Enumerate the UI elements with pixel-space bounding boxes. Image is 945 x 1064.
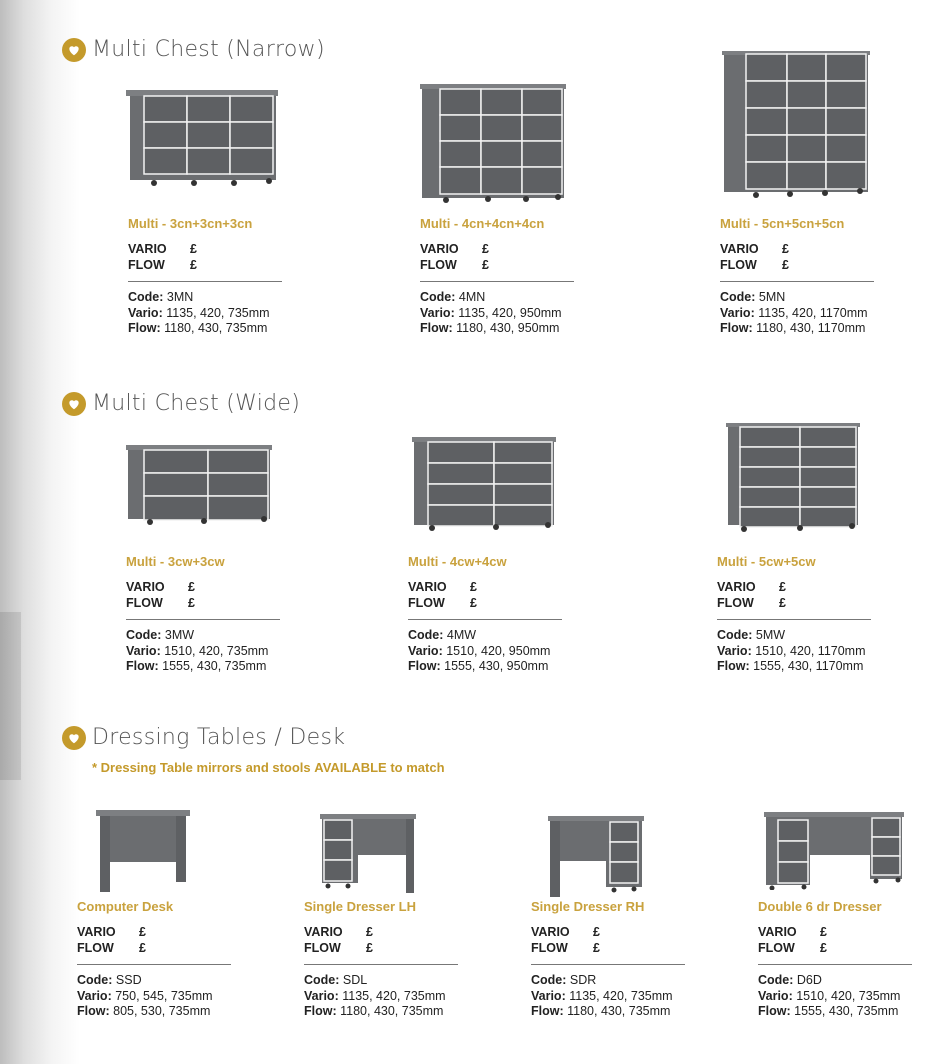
divider xyxy=(77,964,231,965)
product-image-3mn xyxy=(124,88,280,188)
product-name: Multi - 3cn+3cn+3cn xyxy=(128,216,253,231)
product-name: Multi - 4cn+4cn+4cn xyxy=(420,216,545,231)
product-name: Double 6 dr Dresser xyxy=(758,899,882,914)
product-card: Multi - 5cn+5cn+5cn VARIO £ FLOW £ Code: 5MN Vario: 1135, 420, 1170mm Flow: 1180, 430, 1170mm xyxy=(720,216,880,337)
page-tab-marker xyxy=(0,612,21,780)
product-image-4mn xyxy=(418,82,568,204)
divider xyxy=(720,281,874,282)
product-card: Multi - 4cw+4cw VARIO £ FLOW £ Code: 4MW Vario: 1510, 420, 950mm Flow: 1555, 430, 950mm xyxy=(408,554,568,675)
divider xyxy=(126,619,280,620)
product-image-ssd xyxy=(94,808,192,896)
product-image-sdl xyxy=(318,812,418,896)
divider xyxy=(717,619,871,620)
product-name: Single Dresser RH xyxy=(531,899,645,914)
divider xyxy=(531,964,685,965)
product-image-5mw xyxy=(724,422,862,532)
section-heading-wide: Multi Chest (Wide) xyxy=(62,391,300,416)
heart-icon xyxy=(62,726,86,750)
product-card: Multi - 3cw+3cw VARIO £ FLOW £ Code: 3MW Vario: 1510, 420, 735mm Flow: 1555, 430, 735mm xyxy=(126,554,286,675)
product-card: Double 6 dr Dresser VARIO £ FLOW £ Code: D6D Vario: 1510, 420, 735mm Flow: 1555, 430, 735mm xyxy=(758,899,918,1020)
divider xyxy=(304,964,458,965)
section-heading-narrow: Multi Chest (Narrow) xyxy=(62,37,325,62)
divider xyxy=(128,281,282,282)
product-name: Single Dresser LH xyxy=(304,899,416,914)
product-name: Computer Desk xyxy=(77,899,174,914)
section-heading-dressing: Dressing Tables / Desk xyxy=(62,725,345,750)
dressing-note: * Dressing Table mirrors and stools AVAILABLE to match xyxy=(92,760,445,775)
product-card: Single Dresser LH VARIO £ FLOW £ Code: SDL Vario: 1135, 420, 735mm Flow: 1180, 430, 735mm xyxy=(304,899,464,1020)
product-card: Multi - 3cn+3cn+3cn VARIO £ FLOW £ Code: 3MN Vario: 1135, 420, 735mm Flow: 1180, 430, 735mm xyxy=(128,216,288,337)
product-name: Multi - 4cw+4cw xyxy=(408,554,507,569)
product-card: Multi - 4cn+4cn+4cn VARIO £ FLOW £ Code: 4MN Vario: 1135, 420, 950mm Flow: 1180, 430, 950mm xyxy=(420,216,580,337)
product-card: Single Dresser RH VARIO £ FLOW £ Code: SDR Vario: 1135, 420, 735mm Flow: 1180, 430, 735mm xyxy=(531,899,691,1020)
product-card: Computer Desk VARIO £ FLOW £ Code: SSD Vario: 750, 545, 735mm Flow: 805, 530, 735mm xyxy=(77,899,237,1020)
heart-icon xyxy=(62,392,86,416)
product-image-sdr xyxy=(546,814,646,900)
product-image-3mw xyxy=(124,444,274,526)
heart-icon xyxy=(62,38,86,62)
product-name: Multi - 3cw+3cw xyxy=(126,554,225,569)
product-image-d6d xyxy=(762,810,906,890)
product-image-5mn xyxy=(720,50,872,198)
divider xyxy=(758,964,912,965)
product-name: Multi - 5cn+5cn+5cn xyxy=(720,216,845,231)
product-image-4mw xyxy=(410,436,558,532)
divider xyxy=(420,281,574,282)
product-card: Multi - 5cw+5cw VARIO £ FLOW £ Code: 5MW Vario: 1510, 420, 1170mm Flow: 1555, 430, 1170mm xyxy=(717,554,877,675)
product-name: Multi - 5cw+5cw xyxy=(717,554,816,569)
divider xyxy=(408,619,562,620)
page-edge-shadow xyxy=(0,0,80,1064)
